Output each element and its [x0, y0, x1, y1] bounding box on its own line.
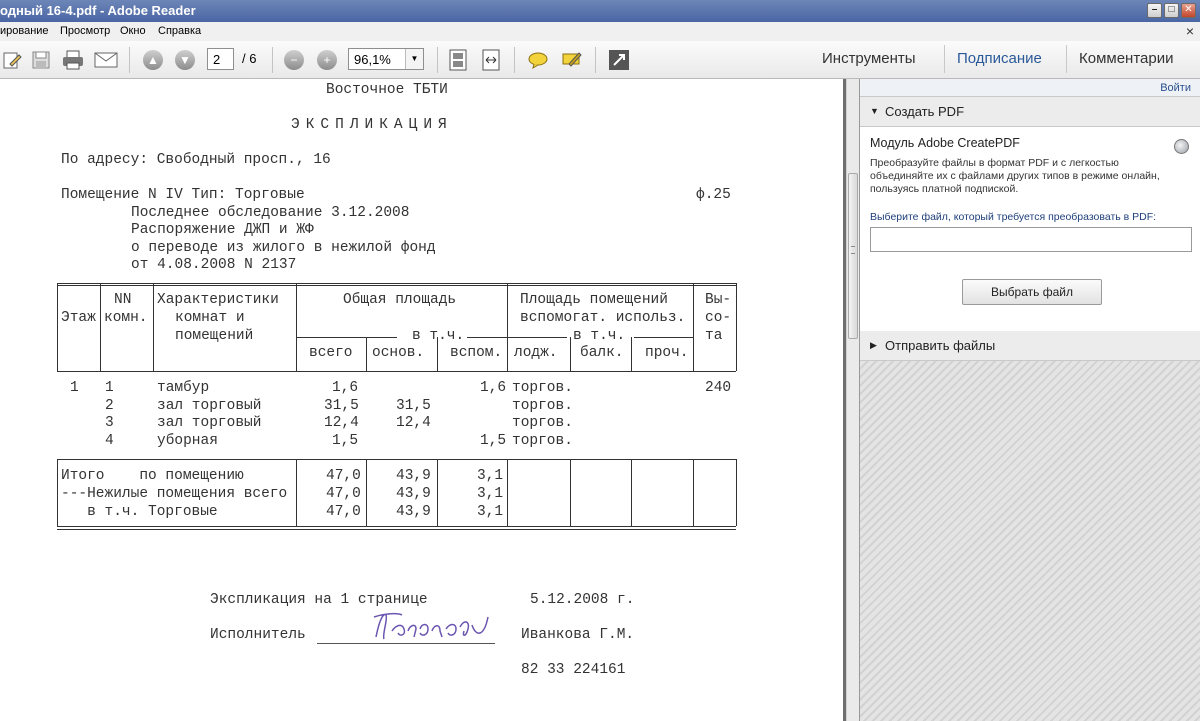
order-line-2: о переводе из жилого в нежилой фонд — [131, 240, 436, 256]
totals-aux: 3,1 — [477, 504, 504, 520]
triangle-right-icon: ▶ — [870, 340, 877, 350]
totals-all: 47,0 — [326, 504, 361, 520]
cell-use: торгов. — [512, 433, 573, 449]
totals-main: 43,9 — [396, 486, 431, 502]
create-pdf-section — [860, 127, 1200, 332]
document-view[interactable] — [0, 79, 843, 721]
footer-date: 5.12.2008 г. — [530, 592, 635, 608]
cell-use: торгов. — [512, 415, 573, 431]
header-main: основ. — [372, 345, 425, 361]
tab-tools[interactable]: Инструменты — [822, 50, 916, 67]
header-room-no: комн. — [104, 310, 148, 326]
totals-aux: 3,1 — [477, 468, 504, 484]
menu-edit[interactable]: ирование — [0, 25, 49, 37]
survey-line: Последнее обследование 3.12.2008 — [131, 205, 410, 221]
chevron-down-icon[interactable]: ▼ — [405, 49, 423, 69]
header-total-area: Общая площадь — [343, 292, 457, 308]
tools-panel — [859, 79, 1200, 721]
send-files-label: Отправить файлы — [885, 338, 996, 353]
page-total: / 6 — [242, 51, 257, 66]
cell-nn: 1 — [105, 380, 114, 396]
tab-comment[interactable]: Комментарии — [1079, 50, 1174, 67]
sign-in-link[interactable]: Войти — [1160, 82, 1191, 94]
header-height-3: та — [705, 328, 723, 344]
choose-file-button[interactable]: Выбрать файл — [962, 279, 1102, 305]
email-icon[interactable] — [94, 49, 118, 71]
header-aux-area: Площадь помещений — [520, 292, 668, 308]
cell-name: зал торговый — [157, 415, 262, 431]
print-icon[interactable] — [61, 49, 85, 71]
menu-window[interactable]: Окно — [120, 25, 146, 37]
toolbar-separator — [514, 47, 515, 73]
tab-separator — [1066, 45, 1067, 73]
zoom-in-button[interactable] — [315, 49, 339, 71]
cell-use: торгов. — [512, 380, 573, 396]
cell-aux: 1,6 — [480, 380, 507, 396]
plus-icon: + — [317, 50, 337, 70]
triangle-down-icon: ▼ — [870, 106, 879, 116]
address-line: По адресу: Свободный просп., 16 — [61, 152, 331, 168]
totals-label: ---Нежилые помещения всего — [61, 486, 288, 502]
toolbar-separator — [272, 47, 273, 73]
header-aux-area-2: вспомогат. использ. — [520, 310, 686, 326]
header-height-2: со- — [705, 310, 732, 326]
highlight-icon[interactable] — [560, 49, 584, 71]
cell-nn: 4 — [105, 433, 114, 449]
grip-icon — [851, 246, 855, 254]
header-characteristics-3: помещений — [175, 328, 254, 344]
window-controls — [1147, 3, 1196, 18]
header-balcony: балк. — [580, 345, 624, 361]
executor-name: Иванкова Г.М. — [521, 627, 635, 643]
footer-pages: Экспликация на 1 странице — [210, 592, 428, 608]
totals-label: Итого по помещению — [61, 468, 244, 484]
header-characteristics: Характеристики — [157, 292, 279, 308]
zoom-out-button[interactable] — [282, 49, 306, 71]
toolbar-separator — [595, 47, 596, 73]
globe-icon[interactable] — [1174, 139, 1189, 154]
totals-label: в т.ч. Торговые — [61, 504, 218, 520]
form-number: ф.25 — [696, 187, 731, 203]
totals-all: 47,0 — [326, 486, 361, 502]
module-description: Преобразуйте файлы в формат PDF и с легкостью объединяйте их с файлами других типов в режиме онлайн, пользуясь платной подпиской. — [870, 157, 1160, 195]
cell-main: 31,5 — [396, 398, 431, 414]
cell-height: 240 — [705, 380, 732, 396]
phone-number: 82 33 224161 — [521, 662, 626, 678]
create-pdf-section-header[interactable] — [860, 97, 1200, 127]
room-line: Помещение N IV Тип: Торговые — [61, 187, 305, 203]
header-floor: Этаж — [61, 310, 96, 326]
edit-icon[interactable] — [0, 49, 24, 71]
cell-all: 31,5 — [324, 398, 359, 414]
create-pdf-label: Создать PDF — [885, 104, 965, 119]
cell-name: уборная — [157, 433, 218, 449]
menu-view[interactable]: Просмотр — [60, 25, 111, 37]
close-button[interactable]: ✕ — [1181, 3, 1196, 18]
cell-main: 12,4 — [396, 415, 431, 431]
toolbar-separator — [437, 47, 438, 73]
cell-all: 12,4 — [324, 415, 359, 431]
choose-file-prompt: Выберите файл, который требуется преобразовать в PDF: — [870, 211, 1157, 223]
totals-main: 43,9 — [396, 468, 431, 484]
fullscreen-icon[interactable] — [607, 49, 631, 71]
arrow-up-icon: ▲ — [143, 50, 163, 70]
cell-nn: 3 — [105, 415, 114, 431]
menu-bar — [0, 22, 1200, 41]
cell-use: торгов. — [512, 398, 573, 414]
previous-page-button[interactable] — [141, 49, 165, 71]
org-name: Восточное ТБТИ — [326, 82, 448, 98]
maximize-button[interactable]: □ — [1164, 3, 1179, 18]
cell-name: зал торговый — [157, 398, 262, 414]
send-files-section-header[interactable] — [860, 331, 1200, 361]
cell-all: 1,5 — [332, 433, 359, 449]
executor-label: Исполнитель — [210, 627, 306, 643]
arrow-down-icon: ▼ — [175, 50, 195, 70]
save-icon[interactable] — [29, 49, 53, 71]
close-document-icon[interactable]: × — [1185, 23, 1194, 39]
cell-name: тамбур — [157, 380, 210, 396]
cell-nn: 2 — [105, 398, 114, 414]
panel-top-strip — [860, 79, 1200, 97]
header-nn: NN — [114, 292, 132, 308]
doc-heading: ЭКСПЛИКАЦИЯ — [291, 117, 453, 133]
signature-image — [372, 607, 492, 647]
totals-all: 47,0 — [326, 468, 361, 484]
header-all: всего — [309, 345, 353, 361]
menu-help[interactable]: Справка — [158, 25, 202, 37]
comment-icon[interactable] — [526, 49, 550, 71]
minimize-button[interactable]: – — [1147, 3, 1162, 18]
header-including-2: в т.ч. — [573, 328, 626, 344]
next-page-button[interactable] — [173, 49, 197, 71]
vertical-scrollbar[interactable] — [846, 79, 859, 721]
order-line-3: от 4.08.2008 N 2137 — [131, 257, 297, 273]
tab-separator — [944, 45, 945, 73]
page-number-input[interactable]: 2 — [207, 48, 234, 70]
minus-icon: − — [284, 50, 304, 70]
file-path-input[interactable] — [870, 227, 1192, 252]
toolbar-separator — [129, 47, 130, 73]
header-loggia: лодж. — [514, 345, 558, 361]
header-auxiliary: вспом. — [450, 345, 503, 361]
totals-main: 43,9 — [396, 504, 431, 520]
fit-page-icon[interactable] — [446, 49, 470, 71]
header-characteristics-2: комнат и — [175, 310, 245, 326]
order-line-1: Распоряжение ДЖП и ЖФ — [131, 222, 314, 238]
title-bar — [0, 0, 1200, 22]
module-title: Модуль Adobe CreatePDF — [870, 136, 1020, 150]
header-other: проч. — [645, 345, 689, 361]
zoom-select[interactable] — [348, 48, 424, 70]
tab-sign[interactable]: Подписание — [957, 50, 1042, 67]
fit-width-icon[interactable] — [479, 49, 503, 71]
totals-aux: 3,1 — [477, 486, 504, 502]
window-title: одный 16-4.pdf - Adobe Reader — [0, 3, 196, 18]
cell-aux: 1,5 — [480, 433, 507, 449]
cell-floor: 1 — [70, 380, 79, 396]
cell-all: 1,6 — [332, 380, 359, 396]
header-height: Вы- — [705, 292, 732, 308]
zoom-value: 96,1% — [354, 52, 391, 67]
scrollbar-thumb[interactable] — [848, 173, 858, 339]
header-including-1: в т.ч. — [412, 328, 465, 344]
